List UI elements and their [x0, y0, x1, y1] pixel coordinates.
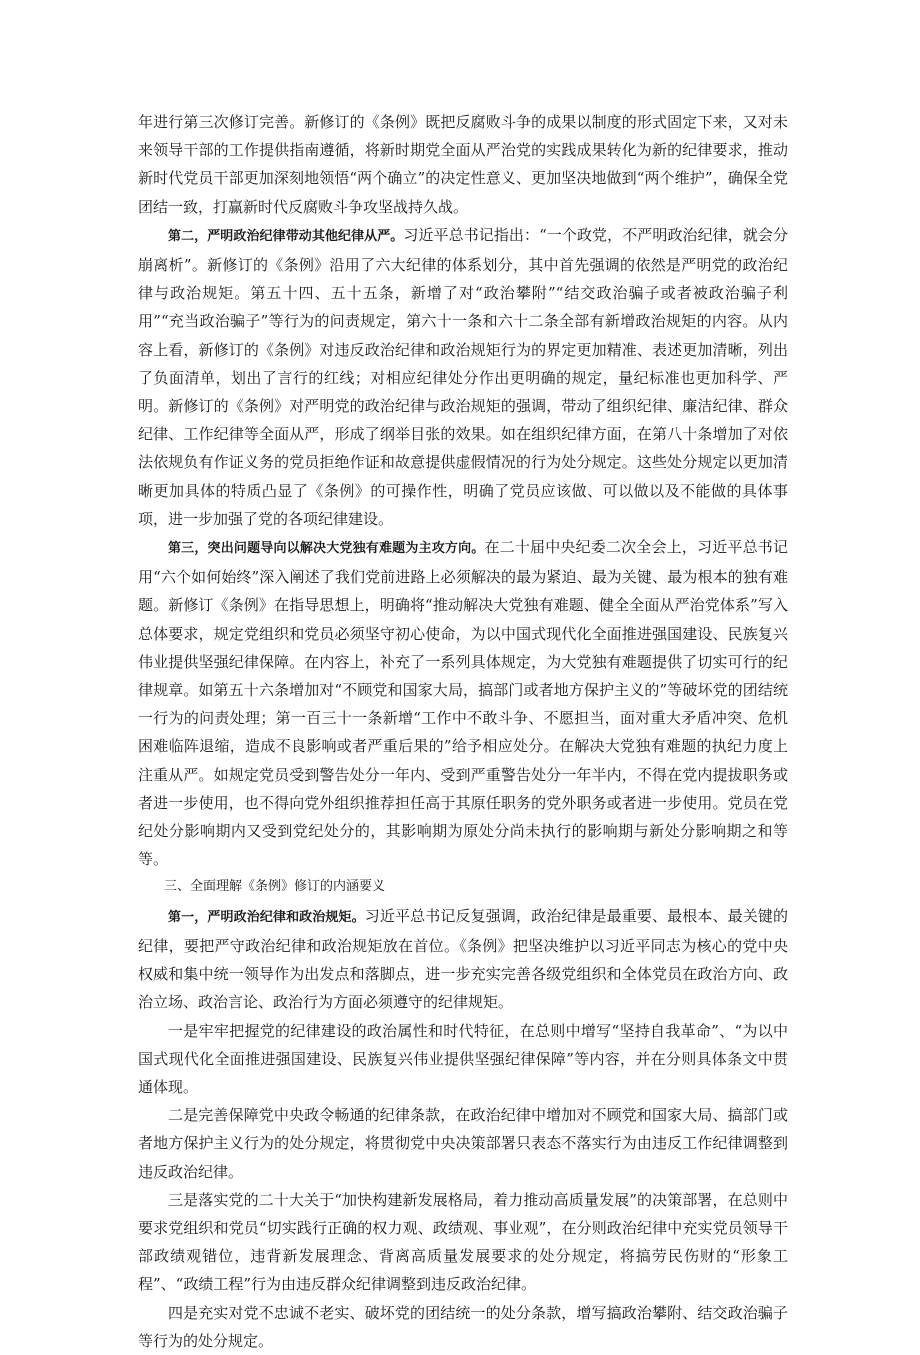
paragraph-point-two — [138, 221, 788, 533]
paragraph-item-three — [138, 1186, 788, 1299]
paragraph-lead: 第二，严明政治纪律带动其他纪律从严。 — [168, 228, 404, 244]
paragraph-point-three — [138, 533, 788, 873]
paragraph-text: 习近平总书记指出：“一个政党，不严明政治纪律，就会分崩离析”。新修订的《条例》沿用了六大纪律的体系划分，其中首先强调的依然是严明党的政治纪律与政治规矩。第五十四、五十五条，新增了对“政治攀附”“结交政治骗子或者被政治骗子利用”“充当政治骗子”等行为的问责规定，第六十一条和六十二条全部有新增政治规矩的内容。从内容上看，新修订的《条例》对违反政治纪律和政治规矩行为的界定更加精准、表述更加清晰，列出了负面清单，划出了言行的红线；对相应纪律处分作出更明确的规定，量纪标准也更加科学、严明。新修订的《条例》对严明党的政治纪律与政治规矩的强调，带动了组织纪律、廉洁纪律、群众纪律、工作纪律等全面从严，形成了纲举目张的效果。如在组织纪律方面，在第八十条增加了对依法依规负有作证义务的党员拒绝作证和故意提供虚假情况的行为处分规定。这些处分规定以更加清晰更加具体的特质凸显了《条例》的可操作性，明确了党员应该做、可以做以及不能做的具体事项，进一步加强了党的各项纪律建设。 — [138, 225, 788, 528]
paragraph-text: 在二十届中央纪委二次全会上，习近平总书记用“六个如何始终”深入阐述了我们党前进路上必须解决的最为紧迫、最为关键、最为根本的独有难题。新修订《条例》在指导思想上，明确将“推动解决大党独有难题、健全全面从严治党体系”写入总体要求，规定党组织和党员必须坚守初心使命，为以中国式现代化全面推进强国建设、民族复兴伟业提供坚强纪律保障。在内容上，补充了一系列具体规定，为大党独有难题提供了切实可行的纪律规章。如第五十六条增加对“不顾党和国家大局，搞部门或者地方保护主义的”等破坏党的团结统一行为的问责处理；第一百三十一条新增“工作中不敢斗争、不愿担当，面对重大矛盾冲突、危机困难临阵退缩，造成不良影响或者严重后果的”给予相应处分。在解决大党独有难题的执纪力度上注重从严。如规定党员受到警告处分一年内、受到严重警告处分一年半内，不得在党内提拔职务或者进一步使用，也不得向党外组织推荐担任高于其原任职务的党外职务或者进一步使用。党员在党纪处分影响期内又受到党纪处分的，其影响期为原处分尚未执行的影响期与新处分影响期之和等等。 — [138, 538, 788, 869]
paragraph-text: 四是充实对党不忠诚不老实、破坏党的团结统一的处分条款，增写搞政治攀附、结交政治骗子等行为的处分规定。 — [138, 1303, 788, 1350]
paragraph-text: 习近平总书记反复强调，政治纪律是最重要、最根本、最关键的纪律，要把严守政治纪律和政治规矩放在首位。《条例》把坚决维护以习近平同志为核心的党中央权威和集中统一领导作为出发点和落脚点，进一步充实完善各级党组织和全体党员在政治方向、政治立场、政治言论、政治行为方面必须遵守的纪律规矩。 — [138, 906, 788, 1012]
paragraph-item-one — [138, 1017, 788, 1102]
paragraph-text: 三是落实党的二十大关于“加快构建新发展格局，着力推动高质量发展”的决策部署，在总则中要求党组织和党员“切实践行正确的权力观、政绩观、事业观”，在分则政治纪律中充实党员领导干部政绩观错位，违背新发展理念、背离高质量发展要求的处分规定，将搞劳民伤财的“形象工程”、“政绩工程”行为由违反群众纪律调整到违反政治纪律。 — [138, 1190, 788, 1294]
paragraph-continued — [138, 108, 788, 221]
paragraph-lead: 第一，严明政治纪律和政治规矩。 — [168, 909, 365, 925]
document-page — [138, 108, 788, 1355]
paragraph-text: 年进行第三次修订完善。新修订的《条例》既把反腐败斗争的成果以制度的形式固定下来，又对未来领导干部的工作提供指南遵循，将新时期党全面从严治党的实践成果转化为新的纪律要求，推动新时代党员干部更加深刻地领悟“两个确立”的决定性意义、更加坚决地做到“两个维护”，确保全党团结一致，打赢新时代反腐败斗争攻坚战持久战。 — [138, 113, 788, 216]
paragraph-text: 一是牢牢把握党的纪律建设的政治属性和时代特征，在总则中增写“坚持自我革命”、“为以中国式现代化全面推进强国建设、民族复兴伟业提供坚强纪律保障”等内容，并在分则具体条文中贯通体现。 — [138, 1021, 788, 1096]
paragraph-lead: 第三，突出问题导向以解决大党独有难题为主攻方向。 — [168, 541, 485, 557]
paragraph-item-four — [138, 1299, 788, 1355]
paragraph-point-one — [138, 902, 788, 1017]
section-heading: 三、全面理解《条例》修订的内涵要义 — [164, 879, 386, 895]
paragraph-item-two — [138, 1101, 788, 1186]
paragraph-text: 二是完善保障党中央政令畅通的纪律条款，在政治纪律中增加对不顾党和国家大局、搞部门或者地方保护主义行为的处分规定，将贯彻党中央决策部署只表态不落实行为由违反工作纪律调整到违反政治纪律。 — [138, 1106, 788, 1181]
